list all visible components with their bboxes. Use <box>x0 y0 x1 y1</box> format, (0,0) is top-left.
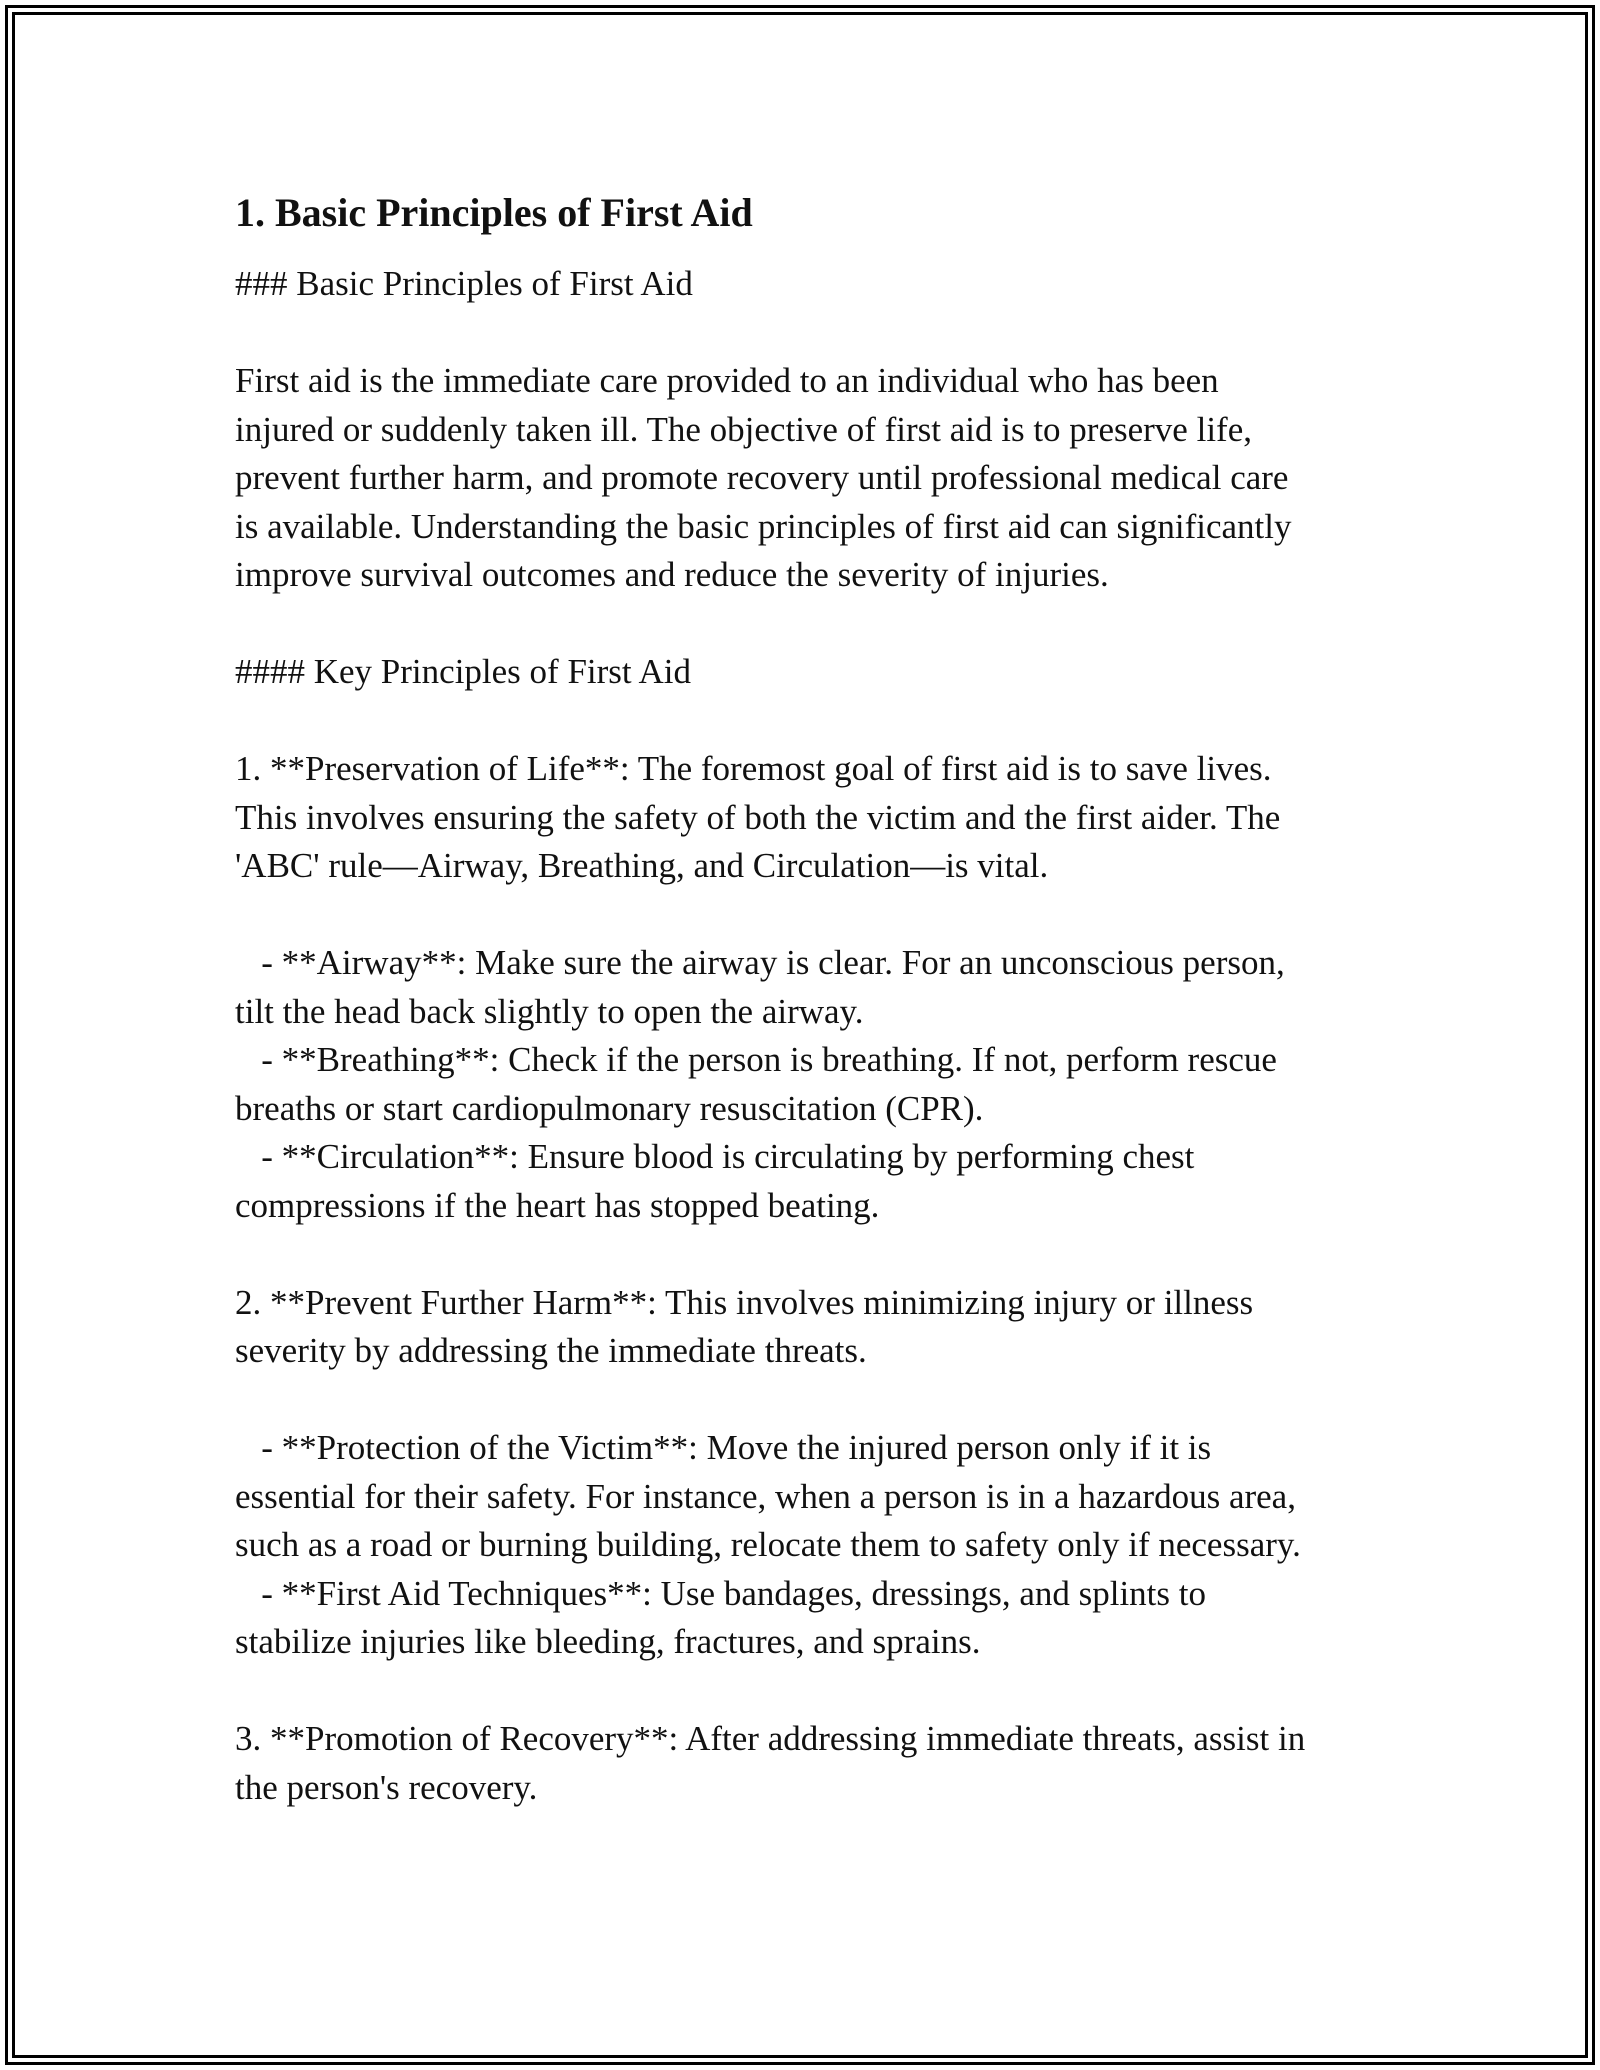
text-line: 'ABC' rule—Airway, Breathing, and Circulation—is vital. <box>235 846 1049 885</box>
text-line: prevent further harm, and promote recovery until professional medical care <box>235 458 1289 497</box>
blank-line <box>235 1230 1375 1279</box>
text-line: This involves ensuring the safety of both the victim and the first aider. The <box>235 797 1281 837</box>
text-line: 3. **Promotion of Recovery**: After addressing immediate threats, assist in <box>235 1719 1306 1758</box>
text-line: is available. Understanding the basic principles of first aid can significantly <box>235 506 1292 546</box>
document-body <box>235 186 1375 1812</box>
blank-line <box>235 891 1375 940</box>
text-line: First aid is the immediate care provided to an individual who has been <box>235 361 1219 400</box>
text-line: compressions if the heart has stopped beating. <box>235 1185 880 1225</box>
document-text <box>235 260 1375 1812</box>
text-line: such as a road or burning building, relocate them to safety only if necessary. <box>235 1525 1301 1564</box>
text-line: - **Circulation**: Ensure blood is circulating by performing chest <box>235 1137 1195 1176</box>
text-line: essential for their safety. For instance, when a person is in a hazardous area, <box>235 1476 1296 1516</box>
text-line: ### Basic Principles of First Aid <box>235 264 693 303</box>
text-line: - **Protection of the Victim**: Move the injured person only if it is <box>235 1428 1212 1467</box>
text-line: the person's recovery. <box>235 1767 538 1807</box>
text-line: 1. **Preservation of Life**: The foremost goal of first aid is to save lives. <box>235 749 1272 788</box>
text-line: severity by addressing the immediate threats. <box>235 1331 867 1370</box>
text-line: - **Airway**: Make sure the airway is clear. For an unconscious person, <box>235 943 1285 982</box>
text-line: injured or suddenly taken ill. The objective of first aid is to preserve life, <box>235 409 1252 449</box>
text-line: breaths or start cardiopulmonary resuscitation (CPR). <box>235 1088 984 1128</box>
blank-line <box>235 600 1375 649</box>
text-line: #### Key Principles of First Aid <box>235 652 691 691</box>
text-line: - **First Aid Techniques**: Use bandages, dressings, and splints to <box>235 1573 1206 1613</box>
text-line: 2. **Prevent Further Harm**: This involves minimizing injury or illness <box>235 1282 1254 1322</box>
text-line: - **Breathing**: Check if the person is breathing. If not, perform rescue <box>235 1040 1277 1079</box>
blank-line <box>235 1667 1375 1716</box>
blank-line <box>235 697 1375 746</box>
blank-line <box>235 309 1375 358</box>
text-line: tilt the head back slightly to open the airway. <box>235 991 864 1031</box>
text-line: improve survival outcomes and reduce the severity of injuries. <box>235 555 1109 594</box>
document-title: 1. Basic Principles of First Aid <box>235 190 753 235</box>
text-line: stabilize injuries like bleeding, fractures, and sprains. <box>235 1622 981 1661</box>
blank-line <box>235 1376 1375 1425</box>
